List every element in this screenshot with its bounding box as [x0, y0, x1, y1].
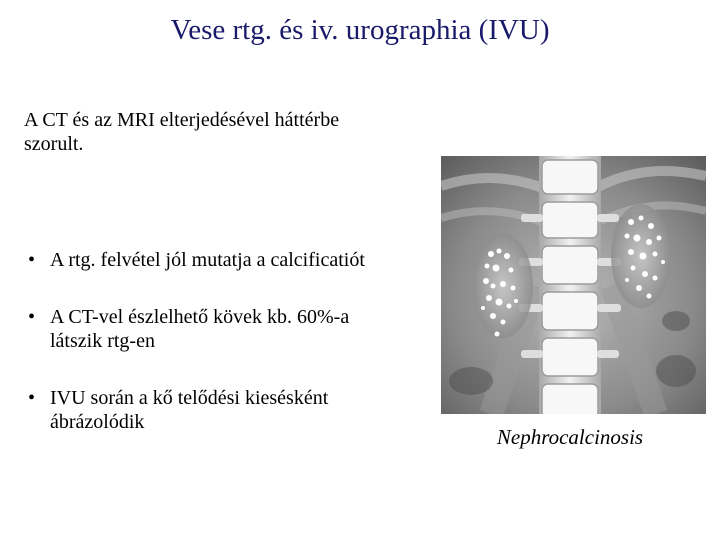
- xray-image: [441, 156, 706, 414]
- bullet-line: látszik rtg-en: [50, 330, 155, 352]
- bullet-dot: •: [28, 306, 36, 328]
- bullet-item-ivu: [24, 386, 444, 434]
- bullet-list: [24, 248, 444, 434]
- bullet-item-calcification: [24, 248, 444, 272]
- bullet-line: A CT-vel észlelhető kövek kb. 60%-a: [50, 306, 350, 328]
- bullet-dot: •: [28, 249, 36, 271]
- bullet-line: A rtg. felvétel jól mutatja a calcificatiót: [50, 249, 365, 271]
- intro-line-1: A CT és az MRI elterjedésével háttérbe: [24, 109, 340, 131]
- intro-text: [24, 108, 424, 156]
- bullet-dot: •: [28, 387, 36, 409]
- intro-line-2: szorult.: [24, 133, 84, 155]
- bullet-line: ábrázolódik: [50, 411, 145, 433]
- image-caption: Nephrocalcinosis: [496, 425, 644, 449]
- slide-title: Vese rtg. és iv. urographia (IVU): [170, 14, 550, 46]
- bullet-item-ct-stones: [24, 305, 444, 353]
- bullet-line: IVU során a kő telődési kiesésként: [50, 387, 329, 409]
- xray-illustration: [441, 156, 706, 414]
